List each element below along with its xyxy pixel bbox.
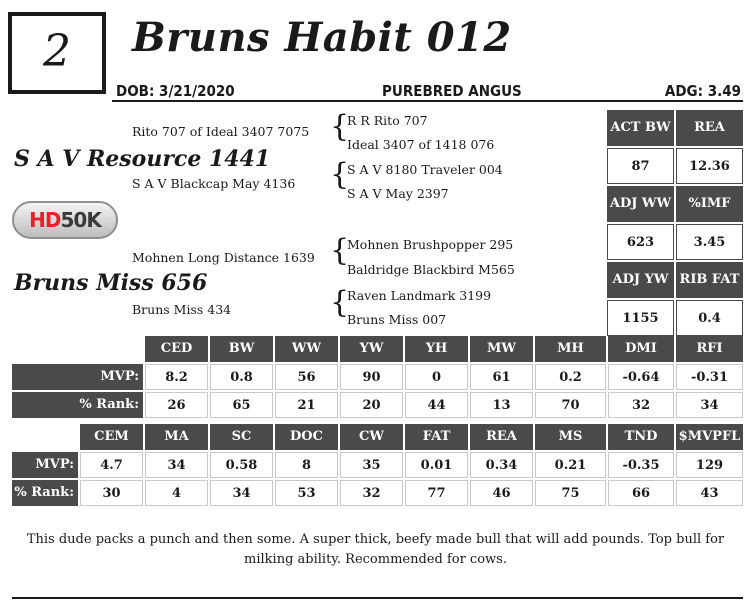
- dam-dam: Bruns Miss 434: [132, 302, 232, 317]
- epd2-mvp-value: 4.7: [80, 452, 143, 478]
- lot-number-box: [8, 12, 106, 94]
- logo-hd: HD: [29, 208, 61, 232]
- epd2-mvp-value: 0.21: [535, 452, 606, 478]
- imf-label: %IMF: [676, 186, 743, 222]
- epd2-rank-value: 53: [275, 480, 338, 506]
- epd1-rank-value: 21: [275, 392, 338, 418]
- epd1-mvp-value: 0.8: [210, 364, 273, 390]
- ribfat-label: RIB FAT: [676, 262, 743, 298]
- epd2-header: REA: [470, 424, 533, 450]
- adj-yw-value: 1155: [607, 300, 674, 336]
- epd2-header: SC: [210, 424, 273, 450]
- adg-text: ADG: 3.49: [664, 82, 741, 100]
- epd2-header: DOC: [275, 424, 338, 450]
- adj-yw-label: ADJ YW: [607, 262, 674, 298]
- epd1-mvp-value: 56: [275, 364, 338, 390]
- brace-4: {: [330, 285, 350, 320]
- epd2-rank-value: 66: [608, 480, 674, 506]
- epd2-rank-value: 30: [80, 480, 143, 506]
- ribfat-value: 0.4: [676, 300, 743, 336]
- epd1-rank-value: 70: [535, 392, 606, 418]
- epd2-header: $MVPFL: [676, 424, 743, 450]
- epd1-rank-value: 34: [676, 392, 743, 418]
- epd2-mvp-value: 129: [676, 452, 743, 478]
- epd1-header: DMI: [608, 336, 674, 362]
- epd2-mvp-value: 0.01: [405, 452, 468, 478]
- adj-ww-value: 623: [607, 224, 674, 260]
- bottom-rule: [12, 597, 743, 599]
- epd1-header: CED: [145, 336, 208, 362]
- epd1-mvp-value: 0.2: [535, 364, 606, 390]
- sire-name: S A V Resource 1441: [14, 146, 271, 172]
- epd2-header: MS: [535, 424, 606, 450]
- hd50k-logo: [12, 201, 118, 239]
- epd1-header: MW: [470, 336, 533, 362]
- epd2-rank-value: 46: [470, 480, 533, 506]
- epd2-rank-value: 43: [676, 480, 743, 506]
- epd1-rank-value: 32: [608, 392, 674, 418]
- dam-dam-sire: Raven Landmark 3199: [347, 288, 492, 303]
- epd2-rank-label: % Rank:: [12, 480, 78, 506]
- brace-2: {: [330, 157, 350, 192]
- epd2-rank-value: 75: [535, 480, 606, 506]
- sire-sire: Rito 707 of Ideal 3407 7075: [132, 124, 310, 139]
- lot-number: 2: [43, 26, 71, 77]
- breed-text: PUREBRED ANGUS: [382, 82, 522, 100]
- epd1-mvp-value: 8.2: [145, 364, 208, 390]
- epd1-mvp-label: MVP:: [12, 364, 143, 390]
- epd1-rank-value: 44: [405, 392, 468, 418]
- dam-dam-dam: Bruns Miss 007: [347, 312, 447, 327]
- epd2-rank-value: 77: [405, 480, 468, 506]
- act-bw-label: ACT BW: [607, 110, 674, 146]
- epd2-rank-value: 32: [340, 480, 403, 506]
- epd2-mvp-value: 0.34: [470, 452, 533, 478]
- epd1-header: YH: [405, 336, 468, 362]
- rea-value: 12.36: [676, 148, 743, 184]
- epd2-mvp-value: 0.58: [210, 452, 273, 478]
- epd2-header: FAT: [405, 424, 468, 450]
- epd1-header: YW: [340, 336, 403, 362]
- sire-dam-sire: S A V 8180 Traveler 004: [347, 162, 503, 177]
- epd1-header: BW: [210, 336, 273, 362]
- dob-text: DOB: 3/21/2020: [116, 82, 235, 100]
- epd2-mvp-value: 34: [145, 452, 208, 478]
- brace-3: {: [330, 233, 350, 268]
- epd1-mvp-value: 90: [340, 364, 403, 390]
- dam-sire: Mohnen Long Distance 1639: [132, 250, 315, 265]
- epd2-mvp-value: 35: [340, 452, 403, 478]
- epd1-rank-label: % Rank:: [12, 392, 143, 418]
- dam-sire-sire: Mohnen Brushpopper 295: [347, 237, 514, 252]
- sale-comment: This dude packs a punch and then some. A super thick, beefy made bull that will add pounds. Top bull for milking ability. Recommended for cows.: [26, 532, 725, 567]
- logo-50k: 50K: [60, 208, 101, 232]
- epd1-mvp-value: -0.64: [608, 364, 674, 390]
- epd1-rank-value: 13: [470, 392, 533, 418]
- epd1-mvp-value: 61: [470, 364, 533, 390]
- brace-1: {: [330, 109, 350, 144]
- adj-ww-label: ADJ WW: [607, 186, 674, 222]
- epd1-header: MH: [535, 336, 606, 362]
- epd2-header: CEM: [80, 424, 143, 450]
- epd2-mvp-value: -0.35: [608, 452, 674, 478]
- epd1-header: WW: [275, 336, 338, 362]
- sire-sire-sire: R R Rito 707: [347, 113, 428, 128]
- epd2-rank-value: 4: [145, 480, 208, 506]
- epd1-mvp-value: -0.31: [676, 364, 743, 390]
- epd2-rank-value: 34: [210, 480, 273, 506]
- sire-sire-dam: Ideal 3407 of 1418 076: [347, 137, 495, 152]
- sire-dam-dam: S A V May 2397: [347, 186, 449, 201]
- rea-label: REA: [676, 110, 743, 146]
- animal-name-title: Bruns Habit 012: [132, 14, 512, 61]
- epd2-header: CW: [340, 424, 403, 450]
- epd1-rank-value: 20: [340, 392, 403, 418]
- dam-name: Bruns Miss 656: [14, 270, 208, 296]
- act-bw-value: 87: [607, 148, 674, 184]
- epd2-mvp-label: MVP:: [12, 452, 78, 478]
- epd2-header: MA: [145, 424, 208, 450]
- epd2-header: TND: [608, 424, 674, 450]
- header-rule: [112, 100, 743, 102]
- imf-value: 3.45: [676, 224, 743, 260]
- dam-sire-dam: Baldridge Blackbird M565: [347, 262, 515, 277]
- epd1-rank-value: 26: [145, 392, 208, 418]
- sire-dam: S A V Blackcap May 4136: [132, 176, 296, 191]
- epd1-rank-value: 65: [210, 392, 273, 418]
- epd1-mvp-value: 0: [405, 364, 468, 390]
- epd2-mvp-value: 8: [275, 452, 338, 478]
- epd1-header: RFI: [676, 336, 743, 362]
